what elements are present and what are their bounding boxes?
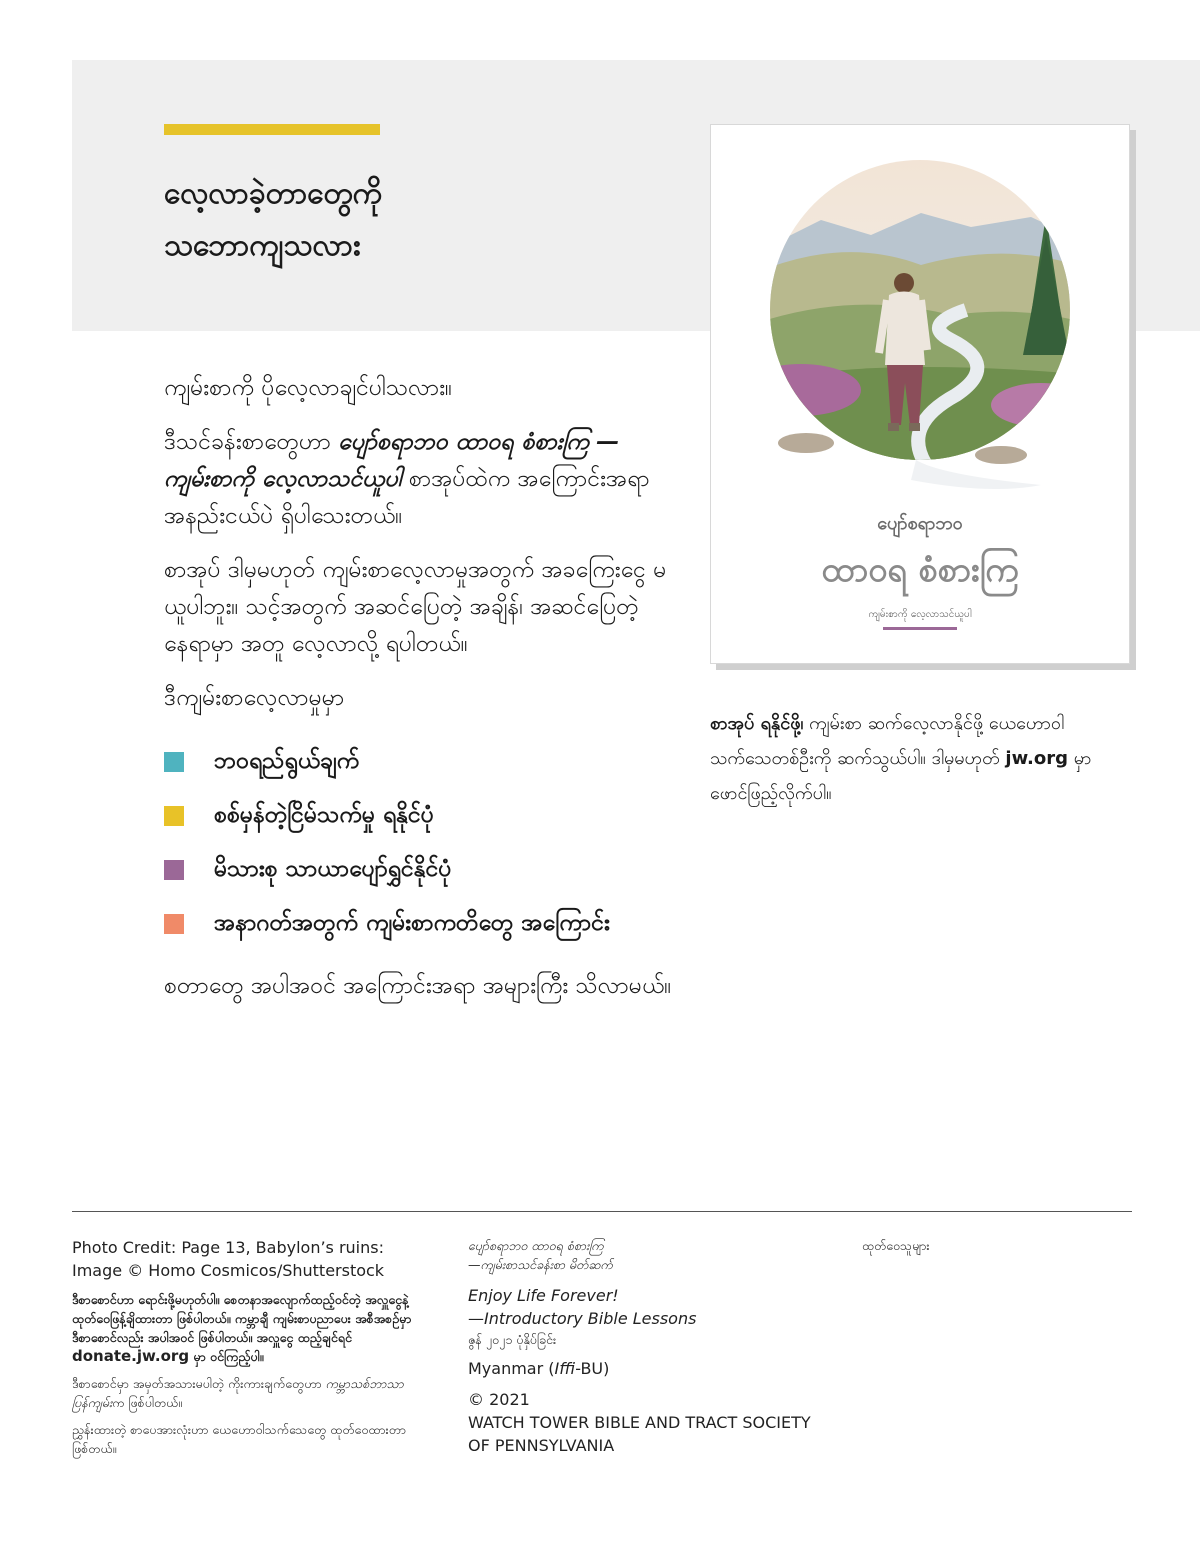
book-subtitle-em: —ကျမ်းစာကို လေ့လာသင်ယူပါ [164,429,620,492]
intro-description [164,424,684,535]
pub-en-line-1: Enjoy Life Forever! [468,1286,619,1305]
desc-suffix: စာအုပ်ထဲက အကြောင်းအရာ အနည်းငယ်ပဲ ရှိပါသေးတယ်။ [164,466,650,529]
cover-underline [883,627,957,630]
footer-col-3 [862,1236,1062,1263]
pub-my-line-2: —ကျမ်းစာသင်ခန်းစာ မိတ်ဆက် [468,1257,613,1272]
footer-col-1 [72,1236,412,1466]
desc-prefix: ဒီသင်ခန်းစာတွေဟာ [164,429,339,455]
intro-question: ကျမ်းစာကို ပိုလေ့လာချင်ပါသလား။ [164,375,453,401]
photo-credit [72,1236,412,1282]
topic-square-icon [164,914,184,934]
list-item [164,797,684,834]
topic-square-icon [164,752,184,772]
publications-note: ညွှန်းထားတဲ့ စာပေအားလုံးဟာ ယေဟောဝါသက်သေတွေ ထုတ်ဝေထားတာ ဖြစ်တယ်။ [72,1422,407,1456]
language-code [468,1357,828,1380]
topic-square-icon [164,860,184,880]
printing-date: ဇွန် ၂၀၂၁ ပုံနှိပ်ခြင်း [468,1332,557,1347]
donate-link[interactable]: donate.jw.org [72,1347,190,1365]
request-note [710,706,1110,811]
pub-my-line-1: ပျော်စရာဘဝ ထာဝရ စံစားကြ [468,1238,604,1253]
outro-text: စတာတွေ အပါအဝင် အကြောင်းအရာ အများကြီး သိလာမယ်။ [164,973,672,999]
bible-note [72,1374,412,1412]
topic-label: အနာဂတ်အတွက် ကျမ်းစာကတိတွေ အကြောင်း [214,910,610,936]
society-line-2: OF PENNSYLVANIA [468,1436,615,1455]
book-cover [710,124,1130,664]
cover-subtitle: ကျမ်းစာကို လေ့လာသင်ယူပါ [868,609,972,620]
footer-col-2 [468,1236,828,1465]
pub-title-my [468,1236,828,1274]
bible-note-prefix: ဒီစာစောင်မှာ အမှတ်အသားမပါတဲ့ ကိုးကားချက်တွေဟာ [72,1376,326,1391]
list-item [164,851,684,888]
list-item [164,905,684,942]
note-bold-lead: စာအုပ် ရနိုင်ဖို့၊ [710,713,804,734]
donation-tail: မှာ ဝင်ကြည့်ပါ။ [189,1349,264,1364]
bible-name: ကမ္ဘာသစ်ဘာသာပြန်ကျမ်း [72,1376,404,1410]
title-line-2: သဘောကျသလား [164,228,361,263]
book-title-em: ပျော်စရာဘဝ ထာဝရ စံစားကြ [338,429,589,455]
society-line-1: WATCH TOWER BIBLE AND TRACT SOCIETY [468,1413,811,1432]
topic-label: ဘဝရည်ရွယ်ချက် [214,748,360,774]
topic-square-icon [164,806,184,826]
lang-em: Iffi [554,1359,576,1378]
cover-title-small: ပျော်စရာဘဝ [877,513,963,534]
main-body [164,370,684,1022]
pub-title-en [468,1284,828,1330]
donation-note [72,1290,412,1366]
jw-org-link[interactable]: jw.org [1005,748,1069,769]
topic-label: စစ်မှန်တဲ့ငြိမ်သက်မှု ရနိုင်ပုံ [214,802,434,828]
cover-title-large: ထာဝရ စံစားကြ [821,550,1019,590]
credit-line-1: Photo Credit: Page 13, Babylon’s ruins: [72,1238,384,1257]
lang-suffix: -BU) [575,1359,610,1378]
copyright [468,1388,828,1457]
topic-label: မိသားစု သာယာပျော်ရွှင်နိုင်ပုံ [214,856,452,882]
topic-list [164,743,684,942]
note-text-1: ကျမ်းစာ ဆက်လေ့လာနိုင်ဖို့ ယေဟောဝါသက်သေတစ်ဦးကို ဆက်သွယ်ပါ။ ဒါမှမဟုတ် [710,713,1065,769]
title-line-1: လေ့လာခဲ့တာတွေကို [164,176,383,211]
free-notice: စာအုပ် ဒါမှမဟုတ် ကျမ်းစာလေ့လာမှုအတွက် အခကြေးငွေ မယူပါဘူး။ သင့်အတွက် အဆင်ပြေတဲ့ အချိန်၊ အဆင်ပြေတဲ့နေရာမှာ အတူ လေ့လာလို့ ရပါတယ်။ [164,557,667,657]
footer-divider [72,1211,1132,1212]
bible-note-suffix: က ဖြစ်ပါတယ်။ [112,1395,183,1410]
lang-prefix: Myanmar ( [468,1359,555,1378]
publishers-label: ထုတ်ဝေသူများ [862,1238,930,1253]
credit-line-2: Image © Homo Cosmicos/Shutterstock [72,1261,385,1280]
accent-bar [164,124,380,135]
list-item [164,743,684,780]
page-title [164,168,644,272]
note-text-2: မှာ ဖောင်ဖြည့်လိုက်ပါ။ [710,748,1092,804]
pub-en-line-2: —Introductory Bible Lessons [468,1309,697,1328]
copyright-year: © 2021 [468,1390,530,1409]
donation-text: ဒီစာစောင်ဟာ ရောင်းဖို့မဟုတ်ပါ။ စေတနာအလျောက်ထည့်ဝင်တဲ့ အလှူငွေနဲ့ ထုတ်ဝေဖြန့်ချိထားတာ ဖြစ်ပါတယ်။ ကမ္ဘာချီ ကျမ်းစာပညာပေး အစီအစဉ်မှာ ဒီစာစောင်လည်း အပါအဝင် ဖြစ်ပါတယ်။ အလှူငွေ ထည့်ချင်ရင် [72,1292,412,1345]
list-intro: ဒီကျမ်းစာလေ့လာမှုမှာ [164,685,345,711]
